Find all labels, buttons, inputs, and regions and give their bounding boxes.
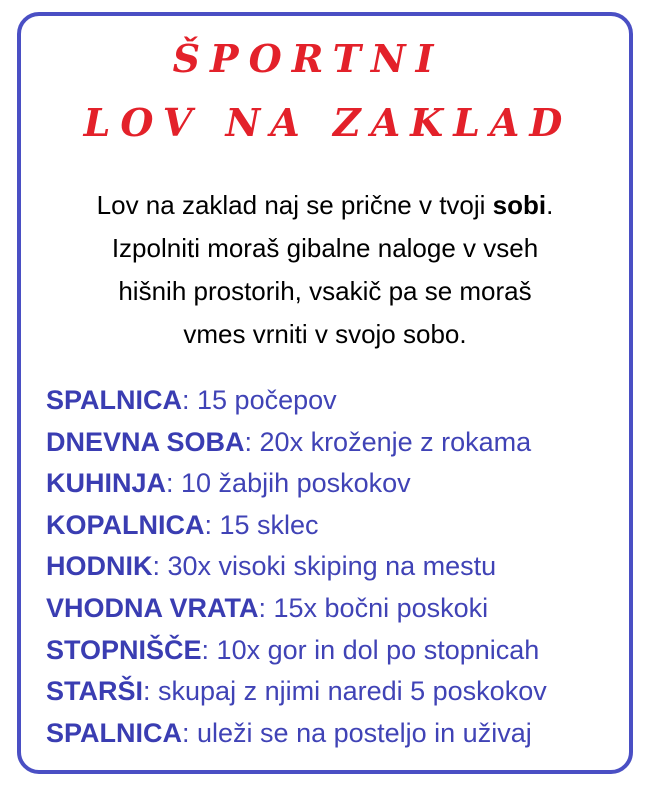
intro-line-1-start: Lov na zaklad naj se prične v tvoji <box>96 190 493 220</box>
task-room: HODNIK <box>46 551 153 582</box>
task-description: : 15x bočni poskoki <box>258 592 489 623</box>
task-description: : 10x gor in dol po stopnicah <box>201 634 540 665</box>
task-description: : 15 počepov <box>182 385 337 415</box>
intro-line-1-end: . <box>546 190 554 220</box>
task-item <box>46 505 547 547</box>
task-description: : 30x visoki skiping na mestu <box>152 551 497 582</box>
task-description: : 15 sklec <box>204 509 319 540</box>
task-list <box>46 380 547 754</box>
intro-text <box>28 184 622 356</box>
task-item <box>46 380 547 422</box>
task-room: VHODNA VRATA <box>46 592 259 623</box>
intro-line-1 <box>28 184 622 227</box>
task-description: : uleži se na posteljo in uživaj <box>182 717 532 748</box>
task-room: SPALNICA <box>46 385 183 415</box>
title-line-2: LOV NA ZAKLAD <box>83 100 573 145</box>
task-room: SPALNICA <box>46 717 183 748</box>
intro-room-word: sobi <box>492 190 547 220</box>
task-description: : 20x kroženje z rokama <box>244 426 532 457</box>
task-room: STARŠI <box>46 676 144 707</box>
intro-line-2: Izpolniti moraš gibalne naloge v vseh <box>111 233 539 263</box>
task-item <box>46 588 547 630</box>
task-room: DNEVNA SOBA <box>46 426 245 457</box>
task-description: : skupaj z njimi naredi 5 poskokov <box>143 676 547 707</box>
task-description: : 10 žabjih poskokov <box>166 468 411 499</box>
task-item <box>46 463 547 505</box>
task-item <box>46 713 547 755</box>
intro-line-4: vmes vrniti v svojo sobo. <box>183 319 467 349</box>
task-item <box>46 671 547 713</box>
title-line-1: ŠPORTNI <box>172 36 444 81</box>
task-item <box>46 546 547 588</box>
task-item <box>46 422 547 464</box>
task-room: KOPALNICA <box>46 509 205 540</box>
task-item <box>46 630 547 672</box>
task-room: STOPNIŠČE <box>46 634 202 665</box>
task-room: KUHINJA <box>46 468 167 499</box>
intro-line-3: hišnih prostorih, vsakič pa se moraš <box>118 276 532 306</box>
